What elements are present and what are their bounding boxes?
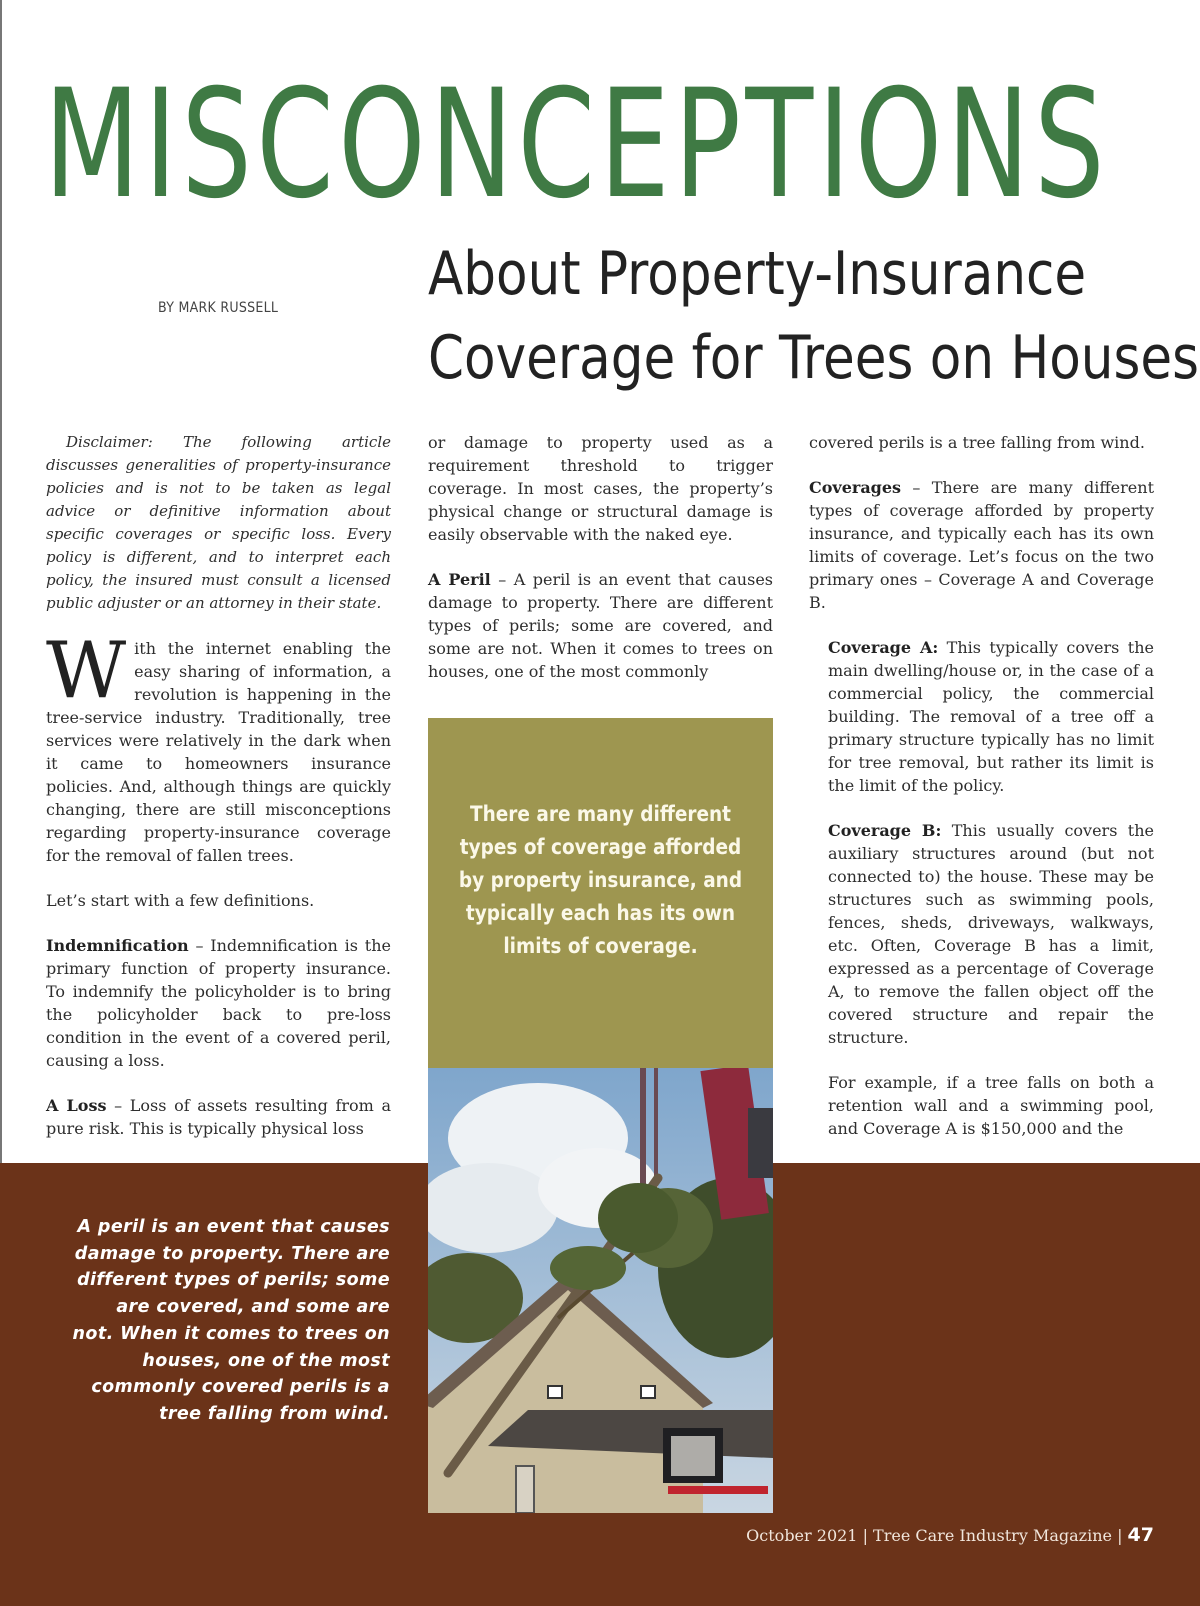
loss-term: A Loss <box>46 1096 107 1115</box>
headline: MISCONCEPTIONS <box>44 58 1110 232</box>
tree-on-house-photo <box>428 1068 773 1513</box>
coverages-term: Coverages <box>809 478 902 497</box>
example-paragraph: For example, if a tree falls on both a retention wall and a swimming pool, and Coverage A is $150,000 and the <box>828 1073 1154 1138</box>
loss-continued: or damage to property used as a requirement threshold to trigger coverage. In most cases, the property’s physical change or structural damage is easily observable with the naked eye. <box>428 433 773 544</box>
loss-text: – Loss of assets resulting from a pure risk. This is typically physical loss <box>46 1096 392 1138</box>
peril-paragraph <box>428 568 773 683</box>
peril-text: – A peril is an event that causes damage to property. There are different types of perils; some are covered, and some are not. When it comes to trees on houses, one of the most commonly <box>428 570 773 681</box>
callout-box <box>428 718 773 1068</box>
coverage-a-paragraph <box>809 636 1154 797</box>
footer-text: October 2021 | Tree Care Industry Magazine | <box>746 1526 1128 1545</box>
definitions-intro: Let’s start with a few definitions. <box>46 891 315 910</box>
byline: BY MARK RUSSELL <box>158 300 279 316</box>
page-edge-line <box>0 0 2 1163</box>
drop-cap: W <box>46 626 127 716</box>
indemnification-paragraph <box>46 934 391 1072</box>
article-column-2 <box>428 431 773 705</box>
peril-continued: covered perils is a tree falling from wind. <box>809 433 1145 452</box>
article-column-1 <box>46 431 391 1162</box>
coverage-b-text: This usually covers the auxiliary structures around (but not connected to) the house. These may be structures such as swimming pools, fences, sheds, driveways, walkways, etc. Often, Coverage B has a limit, expressed as a percentage of Coverage A, to remove the fallen object off the covered structure and repair the structure. <box>828 821 1155 1047</box>
coverages-paragraph <box>809 476 1154 614</box>
callout-quote: There are many different types of coverage afforded by property insurance, and typically each has its own limits of coverage. <box>458 802 743 958</box>
article-column-3 <box>809 431 1154 1162</box>
coverage-b-term: Coverage B: <box>828 821 942 840</box>
intro-paragraph <box>46 626 391 867</box>
pull-quote: A peril is an event that causes damage to property. There are different types of perils; some are covered, and some are not. When it comes to trees on houses, one of the most commonly covered perils is a tree falling from wind. <box>72 1217 390 1424</box>
page-number: 47 <box>1127 1524 1154 1546</box>
indemnification-text: – Indemnification is the primary function of property insurance. To indemnify the policyholder is to bring the policyholder back to pre-loss condition in the event of a covered peril, causing a loss. <box>46 936 391 1070</box>
indemnification-term: Indemnification <box>46 936 189 955</box>
disclaimer: Disclaimer: The following article discusses generalities of property-insurance policies and is not to be taken as legal advice or definitive information about specific coverages or specific loss. Every policy is different, and to interpret each policy, the insured must consult a licensed public adjuster or an attorney in their state. <box>46 433 391 612</box>
coverage-b-paragraph <box>809 819 1154 1049</box>
intro-text: ith the internet enabling the easy sharing of information, a revolution is happening in the tree-service industry. Traditionally, tree services were relatively in the dark when it came to homeowners insurance policies. And, although things are quickly changing, there are still misconceptions regarding property-insurance coverage for the removal of fallen trees. <box>46 639 391 865</box>
subheadline-line-2: Coverage for Trees on Houses <box>428 323 1200 393</box>
subheadline-line-1: About Property-Insurance <box>428 239 1087 309</box>
peril-term: A Peril <box>428 570 491 589</box>
coverages-text: – There are many different types of coverage afforded by property insurance, and typically each has its own limits of coverage. Let’s focus on the two primary ones – Coverage A and Coverage B. <box>809 478 1154 612</box>
loss-paragraph <box>46 1094 391 1140</box>
subheadline <box>428 232 1199 400</box>
coverage-a-term: Coverage A: <box>828 638 939 657</box>
photo-illustration <box>428 1068 773 1513</box>
coverage-a-text: This typically covers the main dwelling/house or, in the case of a commercial policy, the commercial building. The removal of a tree off a primary structure typically has no limit for tree removal, but rather its limit is the limit of the policy. <box>828 638 1154 795</box>
page-footer <box>746 1524 1154 1546</box>
